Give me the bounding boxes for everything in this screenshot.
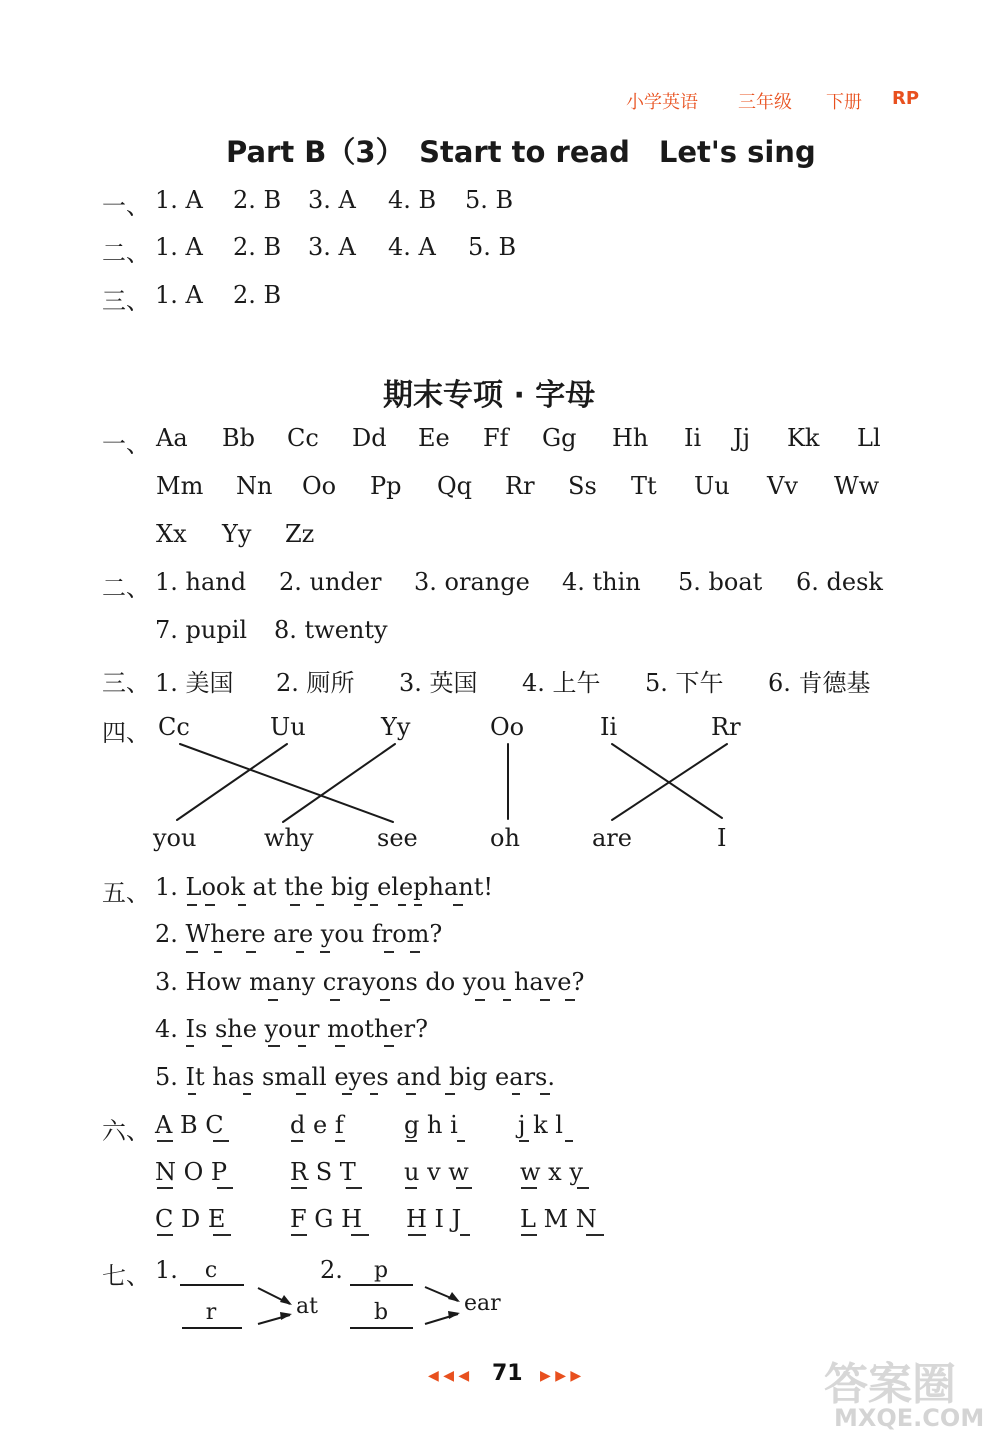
match-top-letter: Rr <box>711 713 741 741</box>
answer-item: 1. A <box>155 281 203 309</box>
partb-q2-label: 二、 <box>102 239 150 267</box>
match-line <box>283 744 395 822</box>
s7-item2-number: 2. <box>320 1256 343 1284</box>
header-subject: 小学英语 <box>626 92 698 113</box>
letter-pair: Ii <box>684 424 702 452</box>
translation-item: 3. 英国 <box>399 669 478 697</box>
letter-pair: Gg <box>542 424 577 452</box>
letter-pair: Zz <box>285 520 315 548</box>
match-top-letter: Cc <box>158 713 190 741</box>
match-bottom-word: oh <box>490 824 520 852</box>
answer-item: 3. A <box>308 186 356 214</box>
word-item: 1. hand <box>155 568 247 596</box>
letter-group: A B C <box>155 1111 224 1139</box>
match-top-letter: Yy <box>381 713 411 741</box>
match-top-letter: Uu <box>270 713 306 741</box>
match-line <box>177 744 287 820</box>
blank-answer: p <box>373 1258 389 1283</box>
match-line <box>612 744 722 818</box>
word-ending: ear <box>464 1291 501 1316</box>
word-ending: at <box>296 1294 318 1319</box>
s7-label: 七、 <box>102 1262 150 1290</box>
letter-group: w x y <box>520 1158 583 1186</box>
letter-pair: Xx <box>156 520 187 548</box>
letter-pair: Nn <box>236 472 273 500</box>
translation-item: 4. 上午 <box>522 669 601 697</box>
word-item: 4. thin <box>562 568 641 596</box>
match-line <box>180 744 393 822</box>
word-item: 8. twenty <box>274 616 388 644</box>
letter-pair: Dd <box>352 424 387 452</box>
header-grade: 三年级 <box>738 92 792 113</box>
letter-pair: Hh <box>612 424 649 452</box>
word-item: 5. boat <box>678 568 763 596</box>
translation-item: 5. 下午 <box>645 669 724 697</box>
s7-item1-number: 1. <box>155 1256 178 1284</box>
letter-pair: Aa <box>156 424 188 452</box>
sentence-item: 5. It has small eyes and big ears. <box>155 1063 555 1091</box>
answer-item: 4. A <box>388 233 436 261</box>
answer-item: 2. B <box>233 233 282 261</box>
translation-item: 1. 美国 <box>155 669 234 697</box>
letter-pair: Yy <box>222 520 252 548</box>
watermark-url: MXQE.COM <box>834 1404 985 1432</box>
letter-group: H I J <box>406 1205 462 1233</box>
s3-label: 三、 <box>102 669 150 697</box>
footer-right-arrows: ▶ ▶ ▶ <box>540 1368 582 1384</box>
letter-pair: Ll <box>857 424 881 452</box>
match-bottom-word: see <box>377 824 418 852</box>
letter-group: N O P <box>155 1158 228 1186</box>
answer-item: 2. B <box>233 186 282 214</box>
letter-pair: Jj <box>733 424 751 452</box>
s1-label: 一、 <box>102 430 150 458</box>
letter-pair: Ee <box>418 424 450 452</box>
blank-answer: b <box>373 1300 389 1325</box>
letter-pair: Vv <box>767 472 798 500</box>
arrowhead <box>448 1292 460 1302</box>
letter-group: d e f <box>290 1111 344 1139</box>
answer-item: 4. B <box>388 186 437 214</box>
word-item: 6. desk <box>796 568 883 596</box>
arrowhead <box>280 1312 292 1320</box>
letter-pair: Qq <box>437 472 473 500</box>
answer-item: 1. A <box>155 186 203 214</box>
match-bottom-word: you <box>153 824 197 852</box>
letter-pair: Bb <box>222 424 255 452</box>
letter-pair: Mm <box>156 472 204 500</box>
letter-pair: Kk <box>787 424 820 452</box>
letter-pair: Ff <box>483 424 509 452</box>
page-number: 71 <box>492 1361 523 1386</box>
letter-group: u v w <box>404 1158 469 1186</box>
letter-pair: Tt <box>631 472 657 500</box>
answer-item: 5. B <box>465 186 514 214</box>
arrowhead <box>280 1295 292 1305</box>
s2-label: 二、 <box>102 574 150 602</box>
sentence-item: 1. Look at the big elephant! <box>155 873 494 901</box>
match-bottom-word: why <box>264 824 314 852</box>
word-item: 2. under <box>279 568 382 596</box>
letter-pair: Cc <box>287 424 319 452</box>
sentence-item: 4. Is she your mother? <box>155 1015 428 1043</box>
letter-group: j k l <box>518 1111 563 1139</box>
partb-q1-label: 一、 <box>102 192 150 220</box>
translation-item: 6. 肯德基 <box>768 669 871 697</box>
letter-pair: Ww <box>834 472 880 500</box>
letter-group: F G H <box>290 1205 363 1233</box>
word-item: 7. pupil <box>155 616 248 644</box>
letter-group: C D E <box>155 1205 226 1233</box>
letter-pair: Pp <box>370 472 402 500</box>
sentence-item: 3. How many crayons do you have? <box>155 968 585 996</box>
arrowhead <box>448 1311 460 1319</box>
section-title-letters: 期末专项 · 字母 <box>383 378 596 413</box>
partb-q3-label: 三、 <box>102 287 150 315</box>
letter-group: g h i <box>404 1111 458 1139</box>
letter-group: R S T <box>290 1158 356 1186</box>
letter-pair: Ss <box>568 472 597 500</box>
blank-answer: c <box>204 1258 218 1283</box>
s6-label: 六、 <box>102 1117 150 1145</box>
answer-item: 5. B <box>468 233 517 261</box>
watermark-logo: 答案圈 <box>824 1359 956 1410</box>
match-top-letter: Ii <box>600 713 618 741</box>
header-volume: 下册 <box>826 92 862 113</box>
match-top-letter: Oo <box>490 713 525 741</box>
sentence-item: 2. Where are you from? <box>155 920 443 948</box>
word-item: 3. orange <box>414 568 530 596</box>
letter-pair: Rr <box>505 472 535 500</box>
match-bottom-word: are <box>592 824 632 852</box>
answer-item: 1. A <box>155 233 203 261</box>
letter-pair: Uu <box>694 472 730 500</box>
section-title-partb: Part B（3） Start to read Let's sing <box>226 135 816 169</box>
answer-item: 3. A <box>308 233 356 261</box>
match-bottom-word: I <box>717 824 727 852</box>
letter-group: L M N <box>520 1205 597 1233</box>
translation-item: 2. 厕所 <box>276 669 355 697</box>
s4-label: 四、 <box>102 719 150 747</box>
letter-pair: Oo <box>302 472 337 500</box>
answer-item: 2. B <box>233 281 282 309</box>
s5-label: 五、 <box>102 879 150 907</box>
footer-left-arrows: ◀ ◀ ◀ <box>428 1368 470 1384</box>
header-edition: RP <box>892 88 920 109</box>
blank-answer: r <box>205 1300 217 1325</box>
